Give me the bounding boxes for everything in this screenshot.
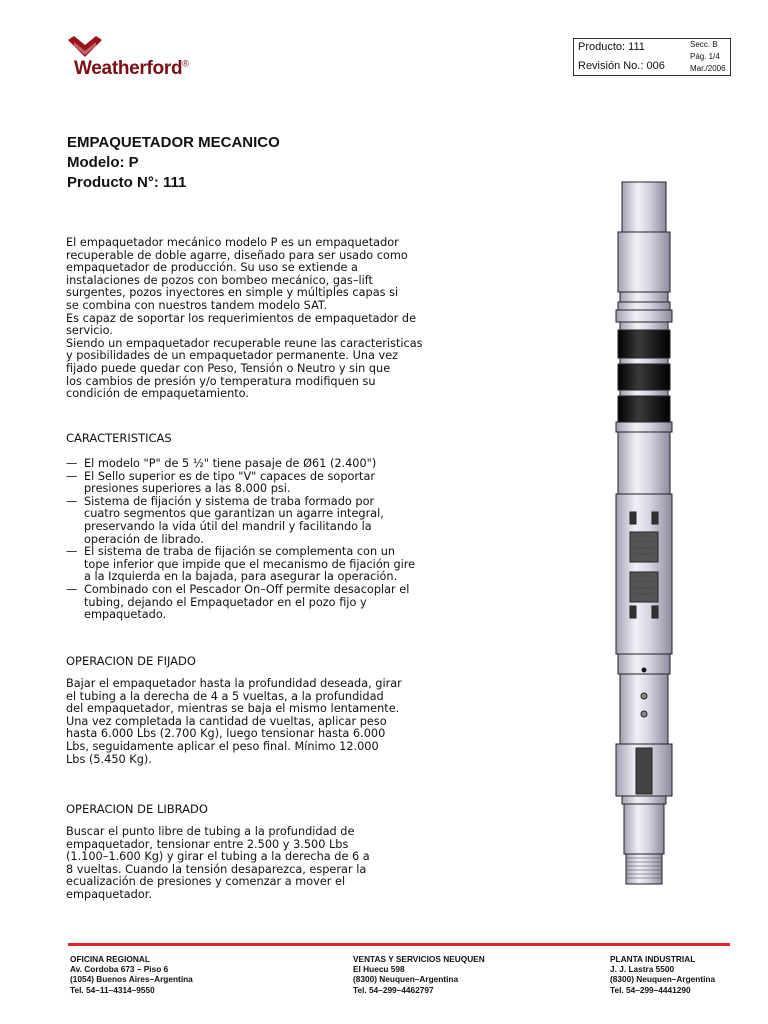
- footer-oficina-title: OFICINA REGIONAL: [70, 954, 150, 964]
- librado-line: (1.100–1.600 Kg) y girar el tubing a la derecha de 6 a: [66, 850, 370, 864]
- feature-line: tubing, dejando el Empaquetador en el pozo fijo y: [84, 595, 367, 609]
- footer-oficina-address: Av. Cordoba 673 – Piso 6: [70, 964, 169, 975]
- intro-line: condición de empaquetamiento.: [66, 387, 249, 401]
- document-info-box: [573, 38, 731, 76]
- footer-rule: [68, 943, 730, 946]
- librado-heading: OPERACION DE LIBRADO: [66, 802, 208, 816]
- registered-mark: ®: [182, 58, 189, 69]
- footer-ventas: [353, 954, 485, 995]
- feature-line: empaquetado.: [84, 608, 167, 622]
- footer-ventas-address: El Huecu 598: [353, 964, 405, 975]
- intro-line: Siendo un empaquetador recuperable reune las caracteristicas: [66, 336, 423, 350]
- feature-line: tope inferior que impide que el mecanismo de fijación gire: [84, 557, 416, 571]
- feature-item: [66, 458, 466, 471]
- fijado-line: del empaquetador, mientras se baja el mismo lentamente.: [66, 702, 400, 716]
- footer-planta-title: PLANTA INDUSTRIAL: [610, 954, 696, 964]
- feature-item: [66, 546, 466, 584]
- feature-line: presiones superiores a las 8.000 psi.: [84, 482, 291, 496]
- packer-illustration: [600, 180, 690, 890]
- weatherford-chevron-icon: [68, 36, 102, 58]
- footer-ventas-city: (8300) Neuquen–Argentina: [353, 974, 459, 985]
- intro-paragraph: [66, 237, 466, 401]
- packer-drawing: [600, 180, 690, 890]
- feature-item: [66, 496, 466, 546]
- footer-ventas-phone: Tel. 54–299–4462797: [353, 984, 434, 995]
- footer-planta: [610, 954, 715, 995]
- feature-line: preservando la vida útil del mandril y facilitando la: [84, 519, 372, 533]
- footer-oficina-phone: Tel. 54–11–4314–9550: [70, 984, 155, 995]
- fijado-line: hasta 6.000 Lbs (2.700 Kg), luego tensionar hasta 6.000: [66, 727, 386, 741]
- footer-oficina-city: (1054) Buenos Aires–Argentina: [70, 974, 193, 985]
- feature-line: cuatro segmentos que garantizan un agarre integral,: [84, 507, 384, 521]
- footer-planta-city: (8300) Neuquen–Argentina: [610, 974, 716, 985]
- feature-line: — Combinado con el Pescador On–Off permite desacoplar el: [84, 582, 410, 596]
- librado-line: empaquetador, tensionar entre 2.500 y 3.500 Lbs: [66, 837, 349, 851]
- fijado-paragraph: [66, 678, 466, 766]
- fijado-line: Bajar el empaquetador hasta la profundidad deseada, girar: [66, 677, 402, 690]
- caracteristicas-list: [66, 458, 466, 622]
- feature-item: [66, 584, 466, 622]
- intro-line: Es capaz de soportar los requerimientos de empaquetador de: [66, 311, 417, 325]
- caracteristicas-list-wrap: [66, 458, 466, 622]
- intro-line: los cambios de presión y/o temperatura modifiquen su: [66, 374, 376, 388]
- page-number: Pág. 1/4: [690, 52, 720, 61]
- section: Secc. B: [690, 40, 718, 49]
- product-number: Producto: 111: [578, 41, 645, 53]
- fijado-heading: OPERACION DE FIJADO: [66, 654, 196, 668]
- weatherford-logo: [66, 36, 196, 82]
- librado-line: 8 vueltas. Cuando la tensión desaparezca, esperar la: [66, 862, 367, 876]
- intro-line: recuperable de doble agarre, diseñado para ser usado como: [66, 248, 408, 262]
- feature-line: — El modelo "P" de 5 ½" tiene pasaje de Ø61 (2.400"): [84, 457, 377, 470]
- intro-line: instalaciones de pozos con bombeo mecánico, gas–lift: [66, 273, 373, 287]
- feature-line: operación de librado.: [84, 532, 204, 546]
- feature-line: — El Sello superior es de tipo "V" capaces de soportar: [84, 469, 376, 483]
- feature-line: — Sistema de fijación y sistema de traba formado por: [84, 494, 375, 508]
- company-name: Weatherford: [74, 58, 183, 79]
- caracteristicas-heading: CARACTERISTICAS: [66, 431, 172, 445]
- intro-line: servicio.: [66, 324, 113, 338]
- intro-line: surgentes, pozos inyectores en simple y múltiples capas si: [66, 286, 399, 300]
- feature-line: — El sistema de traba de fijación se complementa con un: [84, 545, 396, 559]
- footer-ventas-title: VENTAS Y SERVICIOS NEUQUEN: [353, 954, 485, 964]
- intro-line: fijado puede quedar con Peso, Tensión o Neutro y sin que: [66, 361, 391, 375]
- feature-item: [66, 471, 466, 496]
- document-title: [67, 133, 280, 193]
- fijado-line: Una vez completada la cantidad de vueltas, aplicar peso: [66, 714, 387, 728]
- intro-line: El empaquetador mecánico modelo P es un empaquetador: [66, 236, 399, 249]
- fijado-line: el tubing a la derecha de 4 a 5 vueltas, a la profundidad: [66, 689, 384, 703]
- fijado-line: Lbs (5.450 Kg).: [66, 752, 152, 766]
- fijado-line: Lbs, seguidamente aplicar el peso final. Mínimo 12.000: [66, 739, 379, 753]
- librado-line: empaquetador.: [66, 887, 152, 901]
- intro-line: empaquetador de producción. Su uso se extiende a: [66, 261, 358, 275]
- footer-oficina: [70, 954, 193, 995]
- feature-line: a la Izquierda en la bajada, para asegurar la operación.: [84, 570, 398, 584]
- intro-line: y posibilidades de un empaquetador permanente. Una vez: [66, 349, 399, 363]
- footer-planta-address: J. J. Lastra 5500: [610, 964, 675, 975]
- footer-planta-phone: Tel. 54–299–4441290: [610, 984, 691, 995]
- librado-paragraph: [66, 826, 466, 902]
- intro-line: se combina con nuestros tandem modelo SAT.: [66, 298, 328, 312]
- title-line-3: Producto N°: 111: [67, 174, 187, 191]
- revision-number: Revisión No.: 006: [578, 60, 665, 72]
- librado-line: ecualización de presiones y comenzar a mover el: [66, 875, 346, 889]
- librado-line: Buscar el punto libre de tubing a la profundidad de: [66, 825, 355, 838]
- title-line-2: Modelo: P: [67, 154, 139, 171]
- revision-date: Mar./2006: [690, 64, 726, 73]
- title-line-1: EMPAQUETADOR MECANICO: [67, 134, 280, 151]
